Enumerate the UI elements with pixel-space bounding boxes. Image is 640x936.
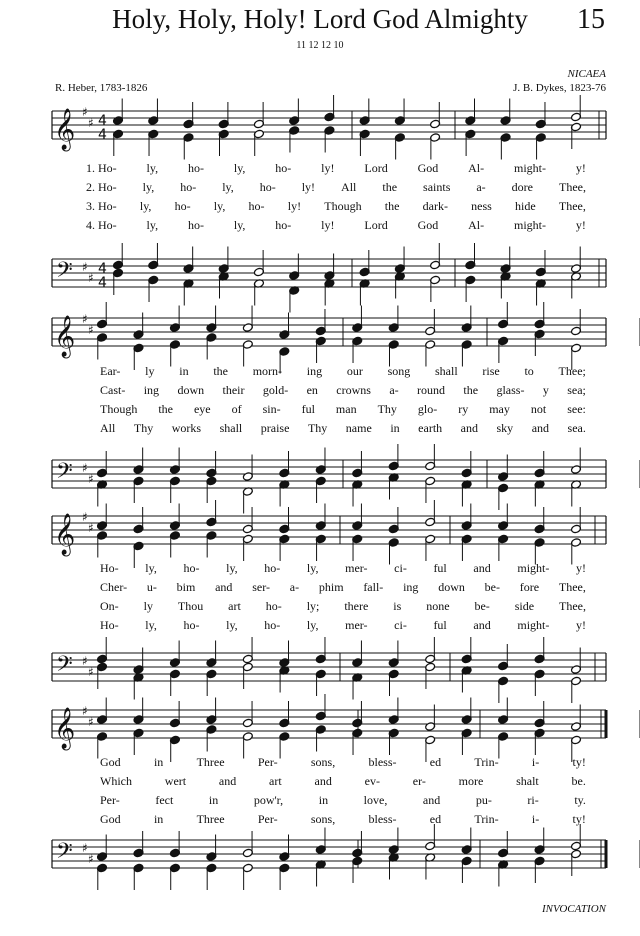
lyric-syllable: ful [301,402,315,416]
lyric-syllable: might- [514,218,547,232]
lyric-syllable: be- [484,580,500,594]
lyric-syllable: pu- [475,793,492,807]
lyric-syllable: art [269,774,282,788]
hymn-title: Holy, Holy, Holy! Lord God Almighty [112,4,528,34]
lyric-syllable: Per- [100,793,120,807]
lyric-syllable: ci- [394,561,407,575]
lyric-syllable: saints [423,180,451,194]
lyric-syllable: All [100,421,116,435]
lyric-syllable: might- [517,561,550,575]
lyric-syllable: might- [514,161,547,175]
lyric-syllable: gold- [262,383,289,397]
verse-line [100,755,586,770]
lyric-syllable: Thou [177,599,204,613]
lyric-syllable: Cher- [100,580,128,594]
bass-clef-icon: 𝄢 [56,839,73,869]
lyric-syllable: rise [482,364,500,378]
lyric-syllable: shall [435,364,458,378]
lyric-syllable: side [514,599,535,613]
lyric-syllable: Though [324,199,362,213]
lyric-syllable: God [417,161,439,175]
lyric-syllable: ed [429,812,442,826]
lyric-syllable: name [345,421,372,435]
lyric-syllable: a- [389,383,399,397]
lyric-syllable: ho- [264,561,281,575]
sharp-icon: ♯ [88,715,94,729]
lyric-syllable: bim [176,580,196,594]
lyric-syllable: Ear- [100,364,121,378]
time-signature-bottom: 4 [98,275,107,291]
lyric-syllable: ho- [259,180,276,194]
lyric-syllable: Though [100,402,138,416]
lyric-syllable: works [171,421,202,435]
lyric-syllable: Which [100,774,132,788]
lyric-syllable: ing [403,580,419,594]
verse-line [100,402,586,417]
verse-line [100,364,586,379]
lyric-syllable: morn- [252,364,283,378]
lyric-syllable: ly, [139,199,152,213]
sharp-icon: ♯ [88,665,94,679]
lyric-syllable: ho- [174,199,191,213]
lyric-syllable: and [460,421,478,435]
lyric-syllable: u- [146,580,157,594]
lyric-syllable: On- [100,599,119,613]
lyric-syllable: y! [575,561,586,575]
lyric-syllable: and [422,793,441,807]
verse-line [100,599,586,614]
lyric-syllable: y! [575,618,586,632]
lyric-syllable: ful [433,561,447,575]
sharp-icon: ♯ [82,260,88,274]
lyric-syllable: sons, [310,755,336,769]
lyric-syllable: Thee, [559,599,586,613]
verse-line [86,218,586,233]
lyric-syllable: in [153,812,164,826]
lyric-syllable: ho- [183,561,200,575]
lyric-syllable: Trin- [474,755,499,769]
footer-category: INVOCATION [541,903,606,915]
lyric-syllable: crowns [336,383,371,397]
verse-line [100,580,586,595]
lyric-syllable: shalt [516,774,539,788]
lyric-syllable: ly! [287,199,302,213]
lyric-syllable: God [100,755,121,769]
lyric-syllable: ing [143,383,160,397]
lyric-syllable: hide [515,199,536,213]
lyric-syllable: love, [363,793,388,807]
lyric-syllable: Per- [257,812,278,826]
lyric-syllable: Thee, [558,180,586,194]
lyric-syllable: round [417,383,446,397]
lyric-syllable: ing [306,364,323,378]
lyric-syllable: sons, [310,812,336,826]
lyric-syllable: ci- [394,618,407,632]
lyric-syllable: none [426,599,450,613]
lyric-syllable: y [542,383,549,397]
lyric-syllable: ho- [187,161,204,175]
lyric-syllable: y! [575,161,586,175]
treble-clef-icon: 𝄞 [54,514,76,555]
lyric-syllable: the [158,402,173,416]
lyric-syllable: of [231,402,242,416]
lyric-syllable: Lord [364,161,388,175]
lyric-syllable: fall- [363,580,384,594]
lyric-syllable: 2. Ho- [86,180,117,194]
lyric-syllable: ly, [145,561,157,575]
lyric-syllable: shall [219,421,243,435]
lyric-syllable: and [473,561,491,575]
lyric-syllable: to [524,364,534,378]
lyric-syllable: i- [531,812,540,826]
lyric-syllable: mer- [345,561,368,575]
lyric-syllable: the [213,364,228,378]
sharp-icon: ♯ [82,841,88,855]
lyric-syllable: ly, [222,180,234,194]
lyric-syllable: glass- [496,383,525,397]
lyric-syllable: ser- [252,580,270,594]
lyric-syllable: might- [517,618,550,632]
lyric-syllable: ho- [264,618,281,632]
lyric-syllable: ly, [226,618,238,632]
treble-clef-icon: 𝄞 [54,708,76,749]
lyric-syllable: i- [531,755,540,769]
lyric-syllable: and [218,774,237,788]
lyric-syllable: art [228,599,241,613]
lyric-syllable: mer- [345,618,368,632]
lyric-syllable: bless- [368,812,397,826]
lyric-syllable: Al- [468,218,485,232]
lyric-syllable: ty! [572,812,586,826]
lyric-syllable: there [344,599,369,613]
lyric-syllable: en [306,383,318,397]
lyric-syllable: ly, [226,561,238,575]
lyric-syllable: 3. Ho- [86,199,117,213]
tune-name: NICAEA [567,68,606,80]
sharp-icon: ♯ [88,116,94,130]
bass-clef-icon: 𝄢 [56,652,73,682]
verse-line [100,421,586,436]
lyric-syllable: Thy [133,421,154,435]
lyric-syllable: Thy [377,402,397,416]
lyric-syllable: song [387,364,411,378]
treble-clef-icon: 𝄞 [54,316,76,357]
lyric-syllable: Al- [468,161,485,175]
lyric-syllable: down [177,383,205,397]
lyric-syllable: Ho- [100,618,119,632]
lyric-syllable: ly, [233,218,246,232]
lyric-syllable: Three [196,812,225,826]
lyric-syllable: in [390,421,400,435]
lyric-syllable: the [384,199,400,213]
lyric-syllable: in [153,755,164,769]
lyric-syllable: ly! [301,180,316,194]
lyric-syllable: a- [289,580,300,594]
lyric-syllable: fect [155,793,174,807]
lyric-syllable: ly [145,364,155,378]
lyric-syllable: eye [193,402,211,416]
verse-line [100,383,586,398]
lyric-syllable: and [314,774,332,788]
verse-line [86,161,586,176]
lyric-syllable: ho- [187,218,204,232]
lyric-syllable: ful [433,618,447,632]
verse-line [86,199,586,214]
time-signature-top: 4 [98,261,107,277]
lyric-syllable: ly, [145,618,157,632]
sharp-icon: ♯ [88,271,94,285]
lyric-syllable: sky [496,421,514,435]
lyric-syllable: 4. Ho- [86,218,117,232]
time-signature-bottom: 4 [98,127,107,143]
lyric-syllable: 1. Ho- [86,161,117,175]
lyric-syllable: y! [575,218,586,232]
verse-line [100,618,586,633]
lyric-syllable: see: [567,402,586,416]
lyric-syllable: wert [164,774,187,788]
lyric-syllable: ly! [321,161,335,175]
sharp-icon: ♯ [82,461,88,475]
lyric-syllable: dark- [422,199,448,213]
hymn-number: 15 [577,4,605,35]
lyric-syllable: in [208,793,219,807]
lyric-syllable: is [393,599,402,613]
lyric-syllable: and [473,618,491,632]
lyric-syllable: ho- [248,199,265,213]
lyric-syllable: their [222,383,245,397]
author-credit: R. Heber, 1783-1826 [55,82,148,94]
lyric-syllable: ho- [275,218,292,232]
verse-line [100,561,586,576]
lyric-syllable: our [346,364,363,378]
lyric-syllable: ly, [306,561,319,575]
lyric-syllable: Cast- [100,383,126,397]
lyric-syllable: earth [418,421,443,435]
lyric-syllable: dore [511,180,533,194]
lyric-syllable: in [179,364,189,378]
lyric-syllable: Thee; [558,364,586,378]
sharp-icon: ♯ [82,312,88,326]
lyric-syllable: the [463,383,479,397]
lyric-syllable: in [318,793,329,807]
verse-line [100,793,586,808]
lyric-syllable: ly, [306,618,319,632]
lyric-syllable: be. [571,774,586,788]
sharp-icon: ♯ [82,704,88,718]
sharp-icon: ♯ [82,654,88,668]
verse-line [100,774,586,789]
lyric-syllable: ed [429,755,442,769]
lyric-syllable: ho- [183,618,200,632]
lyric-syllable: ho- [275,161,292,175]
lyric-syllable: and [215,580,233,594]
lyric-syllable: more [458,774,484,788]
lyric-syllable: Ho- [100,561,119,575]
lyric-syllable: ly, [146,161,159,175]
lyric-syllable: God [100,812,121,826]
lyric-syllable: Trin- [474,812,499,826]
lyric-syllable: God [417,218,439,232]
lyric-syllable: man [335,402,357,416]
verse-line [86,180,586,195]
lyric-syllable: down [438,580,465,594]
lyric-syllable: Three [196,755,225,769]
lyric-syllable: and [531,421,550,435]
lyric-syllable: not [530,402,547,416]
lyric-syllable: sea. [567,421,586,435]
composer-credit: J. B. Dykes, 1823-76 [513,82,606,94]
lyric-syllable: Thee, [558,199,586,213]
sharp-icon: ♯ [82,105,88,119]
lyric-syllable: All [341,180,357,194]
bass-clef-icon: 𝄢 [56,258,73,288]
lyric-syllable: bless- [368,755,397,769]
lyric-syllable: ly, [142,180,155,194]
sharp-icon: ♯ [82,510,88,524]
lyric-syllable: ty. [574,793,586,807]
lyric-syllable: ri- [527,793,539,807]
sharp-icon: ♯ [88,852,94,866]
lyric-syllable: Lord [364,218,388,232]
lyric-syllable: ty! [572,755,586,769]
bass-clef-icon: 𝄢 [56,459,73,489]
lyric-syllable: sea; [567,383,586,397]
lyric-syllable: be- [474,599,490,613]
lyric-syllable: ly [143,599,153,613]
lyric-syllable: sin- [262,402,281,416]
lyric-syllable: ly! [321,218,335,232]
lyric-syllable: pow'r, [253,793,284,807]
lyric-syllable: ev- [364,774,380,788]
sharp-icon: ♯ [88,472,94,486]
lyric-syllable: praise [260,421,290,435]
lyric-syllable: ry [458,402,469,416]
lyric-syllable: phim [318,580,344,594]
lyric-syllable: ho- [180,180,197,194]
lyric-syllable: ly, [233,161,246,175]
lyric-syllable: Per- [257,755,278,769]
lyric-syllable: Thee, [558,580,586,594]
lyric-syllable: ly, [146,218,159,232]
lyric-syllable: ly; [306,599,320,613]
sharp-icon: ♯ [88,521,94,535]
treble-clef-icon: 𝄞 [54,109,76,150]
lyric-syllable: fore [519,580,540,594]
lyric-syllable: er- [412,774,426,788]
lyric-syllable: ly, [213,199,226,213]
sharp-icon: ♯ [88,323,94,337]
meter-line: 11 12 12 10 [296,40,344,51]
verse-line [100,812,586,827]
time-signature-top: 4 [98,113,107,129]
lyric-syllable: a- [476,180,486,194]
lyric-syllable: ho- [265,599,282,613]
lyric-syllable: Thy [307,421,328,435]
lyric-syllable: the [382,180,398,194]
lyric-syllable: may [489,402,510,416]
lyric-syllable: ness [471,199,492,213]
lyric-syllable: glo- [417,402,438,416]
